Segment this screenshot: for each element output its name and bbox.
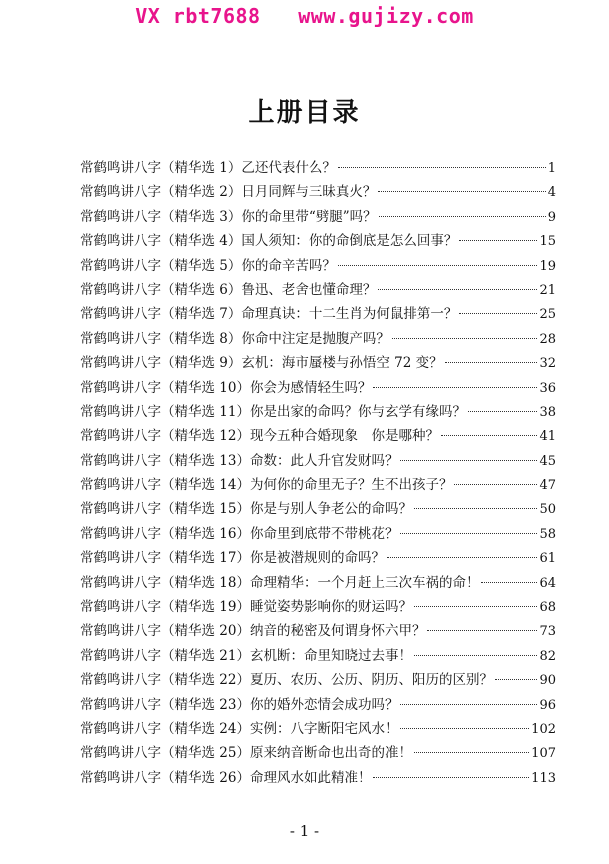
toc-entry-page: 38 [539,404,556,420]
toc-entry [80,351,556,375]
toc-leader-dots [414,606,537,607]
toc-leader-dots [459,313,537,314]
toc-entry [80,278,556,302]
toc-entry-title: 常鹤鸣讲八字（精华选 4）国人须知：你的命倒底是怎么回事？ [80,233,458,250]
toc-entry [80,376,556,400]
toc-entry-title: 常鹤鸣讲八字（精华选 9）玄机：海市蜃楼与孙悟空 72 变？ [80,355,443,372]
toc-entry-title: 常鹤鸣讲八字（精华选 3）你的命里带“劈腿”吗？ [80,208,377,225]
toc-entry-page: 32 [539,356,556,372]
toc-entry-title: 常鹤鸣讲八字（精华选 18）命理精华：一个月赶上三次车祸的命！ [80,574,480,591]
toc-entry-page: 102 [531,721,556,737]
toc-entry-title: 常鹤鸣讲八字（精华选 26）命理风水如此精准！ [80,769,372,786]
toc-leader-dots [454,484,537,485]
toc-entry-page: 90 [539,673,556,689]
toc-entry-title: 常鹤鸣讲八字（精华选 14）为何你的命里无子？生不出孩子？ [80,477,453,494]
page-number: - 1 - [289,822,320,840]
toc-entry [80,180,556,204]
toc-entry-page: 19 [539,258,556,274]
toc-entry-page: 36 [539,380,556,396]
toc-entry [80,302,556,326]
toc-entry [80,693,556,717]
toc-entry-title: 常鹤鸣讲八字（精华选 23）你的婚外恋情会成功吗？ [80,696,399,713]
page-title: 上册目录 [248,98,361,128]
toc-entry [80,424,556,448]
toc-leader-dots [414,752,529,753]
toc-leader-dots [468,411,537,412]
toc-entry [80,205,556,229]
toc-entry [80,156,556,180]
toc-entry [80,254,556,278]
toc-entry-page: 61 [539,551,556,567]
toc-leader-dots [400,460,537,461]
toc-entry [80,619,556,643]
toc-entry-title: 常鹤鸣讲八字（精华选 24）实例：八字断阳宅风水！ [80,720,399,737]
toc-entry [80,497,556,521]
toc-entry-page: 9 [547,209,556,225]
toc-leader-dots [400,704,537,705]
toc-entry [80,717,556,741]
toc-leader-dots [495,679,537,680]
watermark-website: www.gujizy.com [298,4,474,28]
toc-entry-page: 73 [539,624,556,640]
toc-entry-title: 常鹤鸣讲八字（精华选 20）纳音的秘密及何谓身怀六甲？ [80,623,426,640]
toc-leader-dots [414,508,537,509]
toc-entry-page: 45 [539,453,556,469]
toc-leader-dots [481,582,537,583]
toc-entry [80,449,556,473]
toc-entry [80,473,556,497]
toc-entry-page: 96 [539,697,556,713]
toc-entry-page: 21 [539,282,556,298]
toc-entry-page: 107 [531,746,556,762]
toc-entry [80,400,556,424]
toc-leader-dots [373,777,529,778]
toc-leader-dots [400,533,537,534]
toc-entry-page: 28 [539,331,556,347]
toc-entry [80,766,556,790]
toc-leader-dots [459,240,537,241]
toc-entry-title: 常鹤鸣讲八字（精华选 22）夏历、农历、公历、阴历、阳历的区别？ [80,672,493,689]
toc-entry [80,595,556,619]
toc-entry-title: 常鹤鸣讲八字（精华选 8）你命中注定是抛腹产吗？ [80,330,390,347]
toc-entry-title: 常鹤鸣讲八字（精华选 1）乙还代表什么？ [80,160,336,176]
toc-entry-page: 15 [539,234,556,250]
toc-entry [80,327,556,351]
toc-entry-title: 常鹤鸣讲八字（精华选 21）玄机断：命里知晓过去事！ [80,647,412,664]
toc-leader-dots [378,289,537,290]
toc-entry-page: 68 [539,600,556,616]
toc-entry-title: 常鹤鸣讲八字（精华选 7）命理真诀：十二生肖为何鼠排第一？ [80,306,458,323]
toc-leader-dots [441,435,537,436]
toc-leader-dots [378,191,545,192]
toc-leader-dots [400,728,529,729]
toc-entry-title: 常鹤鸣讲八字（精华选 19）睡觉姿势影响你的财运吗？ [80,599,412,616]
toc-entry-title: 常鹤鸣讲八字（精华选 16）你命里到底带不带桃花？ [80,525,399,542]
toc-leader-dots [414,655,537,656]
toc-entry-title: 常鹤鸣讲八字（精华选 12）现今五种合婚现象 你是哪种？ [80,428,439,445]
toc-leader-dots [427,630,537,631]
toc-entry-title: 常鹤鸣讲八字（精华选 17）你是被潜规则的命吗？ [80,550,385,567]
toc-entry-page: 50 [539,502,556,518]
toc-entry-page: 113 [531,770,556,786]
toc-entry-page: 64 [539,575,556,591]
toc-entry [80,571,556,595]
toc-entry-title: 常鹤鸣讲八字（精华选 13）命数：此人升官发财吗？ [80,452,399,469]
toc-entry [80,741,556,765]
toc-entry-title: 常鹤鸣讲八字（精华选 2）日月同辉与三昧真火？ [80,184,377,201]
toc-leader-dots [373,387,537,388]
toc-entry-page: 82 [539,648,556,664]
toc-entry [80,522,556,546]
toc-entry [80,644,556,668]
toc-leader-dots [338,167,546,168]
table-of-contents [80,156,556,790]
toc-entry-page: 41 [539,429,556,445]
toc-entry-page: 1 [547,161,556,176]
toc-leader-dots [392,338,538,339]
toc-entry-title: 常鹤鸣讲八字（精华选 5）你的命辛苦吗？ [80,257,336,274]
toc-leader-dots [387,557,537,558]
toc-entry-page: 25 [539,307,556,323]
toc-entry-title: 常鹤鸣讲八字（精华选 6）鲁迅、老舍也懂命理？ [80,281,377,298]
watermark-wechat: VX rbt7688 [135,4,261,28]
toc-entry [80,546,556,570]
toc-leader-dots [445,362,538,363]
toc-entry-page: 58 [539,526,556,542]
toc-entry-page: 4 [547,185,556,201]
toc-entry-title: 常鹤鸣讲八字（精华选 15）你是与别人争老公的命吗？ [80,501,412,518]
toc-entry-title: 常鹤鸣讲八字（精华选 11）你是出家的命吗？你与玄学有缘吗？ [80,403,466,420]
toc-entry-title: 常鹤鸣讲八字（精华选 25）原来纳音断命也出奇的准！ [80,745,412,762]
toc-entry-page: 47 [539,478,556,494]
watermark [0,4,609,28]
toc-entry-title: 常鹤鸣讲八字（精华选 10）你会为感情轻生吗？ [80,379,372,396]
toc-entry [80,668,556,692]
toc-leader-dots [379,216,546,217]
toc-leader-dots [338,265,538,266]
toc-entry [80,229,556,253]
